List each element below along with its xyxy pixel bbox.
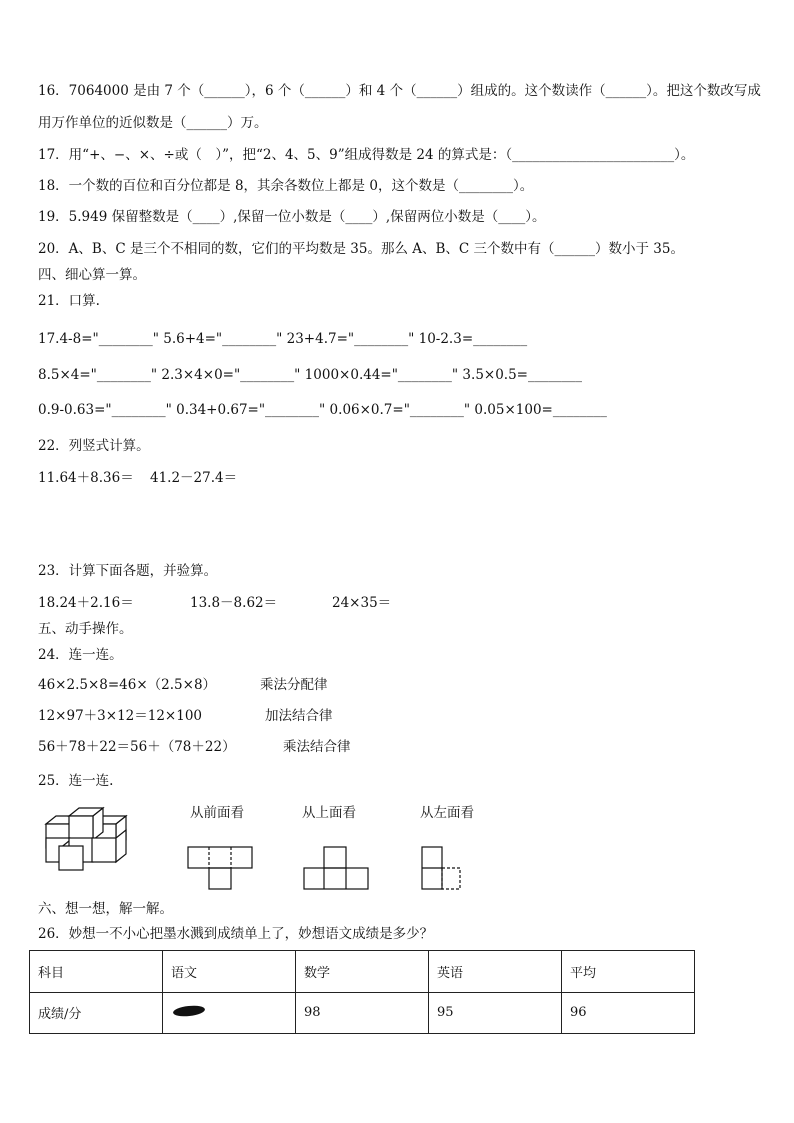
section-5-title: 五、动手操作。 — [38, 621, 133, 637]
question-26: 26．妙想一不小心把墨水溅到成绩单上了，妙想语文成绩是多少？ — [38, 926, 434, 942]
q24-left-2: 12×97＋3×12＝12×100 — [38, 708, 203, 724]
ink-blot-icon — [173, 1005, 206, 1018]
header-average: 平均 — [562, 951, 695, 993]
table-header-row — [30, 951, 695, 993]
header-subject: 科目 — [30, 951, 163, 993]
question-24: 24．连一连。 — [38, 647, 123, 663]
score-table — [29, 950, 695, 1034]
top-view-figure — [302, 845, 372, 891]
average-score: 96 — [562, 992, 695, 1034]
header-chinese: 语文 — [163, 951, 296, 993]
question-16-line1: 16．7064000 是由 7 个（______），6 个（______）和 4 个（______）组成的。这个数读作（______）。把这个数改写成 — [38, 83, 761, 99]
q23-expression-2: 13.8－8.62＝ — [190, 595, 278, 611]
question-16-line2: 用万作单位的近似数是（______）万。 — [38, 115, 268, 131]
english-score: 95 — [429, 992, 562, 1034]
front-view-figure — [186, 845, 256, 891]
row-label: 成绩/分 — [30, 992, 163, 1034]
question-18: 18．一个数的百位和百分位都是 8，其余各数位上都是 0，这个数是（________）。 — [38, 178, 534, 194]
question-21: 21．口算. — [38, 293, 100, 309]
left-view-figure — [420, 845, 470, 891]
question-20: 20．A、B、C 是三个不相同的数，它们的平均数是 35。那么 A、B、C 三个数中有（______）数小于 35。 — [38, 241, 684, 257]
q24-right-3: 乘法结合律 — [283, 739, 351, 755]
q24-right-2: 加法结合律 — [265, 708, 333, 724]
view-left-label: 从左面看 — [420, 805, 474, 821]
view-top-label: 从上面看 — [302, 805, 356, 821]
question-17: 17．用“+、−、×、÷或（ ）”，把“2、4、5、9”组成得数是 24 的算式是：（________________________）。 — [38, 147, 695, 163]
question-23: 23．计算下面各题，并验算。 — [38, 563, 218, 579]
question-19: 19．5.949 保留整数是（____）,保留一位小数是（____）,保留两位小数是（____）。 — [38, 209, 546, 225]
cube-stack-figure — [40, 802, 132, 874]
q22-expression-2: 41.2－27.4＝ — [150, 470, 238, 486]
view-front-label: 从前面看 — [190, 805, 244, 821]
header-math: 数学 — [296, 951, 429, 993]
q22-expression-1: 11.64＋8.36＝ — [38, 470, 134, 486]
q24-left-3: 56＋78＋22＝56＋（78＋22） — [38, 739, 236, 755]
question-22: 22．列竖式计算。 — [38, 438, 150, 454]
header-english: 英语 — [429, 951, 562, 993]
section-4-title: 四、细心算一算。 — [38, 267, 146, 283]
mental-calc-row-2: 8.5×4="________" 2.3×4×0="________" 1000×0.44="________" 3.5×0.5=________ — [38, 367, 582, 383]
q23-expression-3: 24×35＝ — [332, 595, 392, 611]
q24-left-1: 46×2.5×8=46×（2.5×8） — [38, 677, 217, 693]
section-6-title: 六、想一想，解一解。 — [38, 901, 173, 917]
table-row — [30, 992, 695, 1034]
q24-right-1: 乘法分配律 — [260, 677, 328, 693]
mental-calc-row-3: 0.9-0.63="________" 0.34+0.67="________" 0.06×0.7="________" 0.05×100=________ — [38, 402, 607, 418]
q23-expression-1: 18.24＋2.16＝ — [38, 595, 134, 611]
mental-calc-row-1: 17.4-8="________" 5.6+4="________" 23+4.7="________" 10-2.3=________ — [38, 331, 528, 347]
chinese-score-cell — [163, 992, 296, 1034]
question-25: 25．连一连. — [38, 773, 114, 789]
math-score: 98 — [296, 992, 429, 1034]
